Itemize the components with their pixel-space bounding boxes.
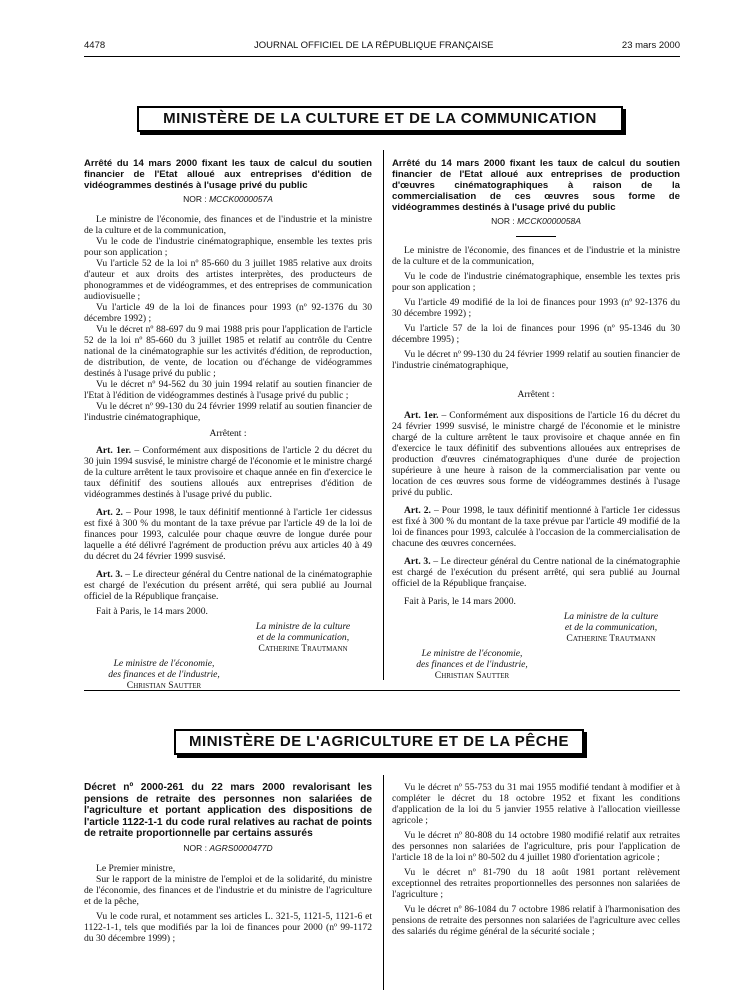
signatory-name: Catherine Trautmann	[258, 643, 348, 654]
article-3: Art. 3. – Le directeur général du Centre national de la cinématographie est chargé de l'exécution du présent arrêté, qui sera publié au Journal officiel de la République française.	[84, 569, 372, 602]
signatory-name: Christian Sautter	[126, 680, 202, 691]
visa: Vu le décret nº 81-790 du 18 août 1981 portant relèvement exceptionnel des retraites proportionnelles des personnes non salariées de l'agriculture ;	[392, 867, 680, 900]
arrete-57a	[84, 158, 372, 691]
visa: Vu l'article 49 de la loi de finances pour 1993 (nº 92-1376 du 30 décembre 1992) ;	[84, 302, 372, 324]
preamble: Le Premier ministre,	[96, 862, 176, 874]
section-rule	[84, 690, 680, 691]
article-label: Art. 2.	[404, 505, 431, 516]
article-2: Art. 2. – Pour 1998, le taux définitif mentionné à l'article 1er cidessus est fixé à 300 % du montant de la taxe prévue par l'article 49 de la loi de finances pour 1993, calculée pour chaque œuvre de longue durée pour laquelle a été délivré l'agrément de production prévu aux articles 40 à 49 du décret du 24 février 1999 susvisé.	[84, 507, 373, 562]
ministry-agriculture-heading: MINISTÈRE DE L'AGRICULTURE ET DE LA PÊCHE	[174, 729, 584, 755]
issue-date: 23 mars 2000	[621, 40, 680, 51]
journal-title: JOURNAL OFFICIEL DE LA RÉPUBLIQUE FRANÇAISE	[254, 40, 494, 51]
nor-reference	[84, 194, 372, 205]
signature-economie: Le ministre de l'économie, des finances et de l'industrie, Christian Sautter	[392, 648, 552, 681]
nor-label: NOR :	[183, 842, 207, 853]
column-divider	[383, 150, 384, 680]
visa: Vu l'article 52 de la loi nº 85-660 du 3 juillet 1985 relative aux droits d'auteur et aux droits des artistes interprètes, des producteurs de phonogrammes et de vidéogrammes, et des entreprises de communication audiovisuelle ;	[84, 258, 372, 302]
signature-economie: Le ministre de l'économie, des finances et de l'industrie, Christian Sautter	[84, 658, 244, 691]
visa: Vu le décret nº 88-697 du 9 mai 1988 pris pour l'application de l'article 52 de la loi nº 85-660 du 3 juillet 1985 et relatif au contrôle du Centre national de la cinématographie sur les activités d'édition, de reproduction, de distribution, de vente, de location ou d'échange de vidéogrammes destinés à l'usage privé du public ;	[84, 324, 372, 379]
running-header	[84, 40, 680, 54]
article-1: Art. 1er. – Conformément aux dispositions de l'article 16 du décret du 24 février 1999 susvisé, le ministre chargé de l'économie et le ministre chargé de la culture arrêtent le taux provisoire et chaque année en fin d'exercice le taux définitif des subventions allouées aux entreprises de production d'œuvres cinématographiques d'une durée de projection supérieure à une heure à raison de la commercialisation par vente ou location de ces œuvres sous forme de vidéogrammes destinés à l'usage privé du public.	[392, 410, 680, 498]
nor-reference	[392, 216, 680, 227]
decret-2000-261	[84, 782, 372, 944]
preamble: Le ministre de l'économie, des finances et de l'industrie et la ministre de la culture et de la communication,	[392, 245, 680, 267]
decret-visas-continued	[392, 782, 680, 937]
arrete-title: Arrêté du 14 mars 2000 fixant les taux de calcul du soutien financier de l'Etat alloué aux entreprises d'édition de vidéogrammes destinés à l'usage privé du public	[84, 158, 372, 191]
visa: Vu le décret nº 99-130 du 24 février 1999 relatif au soutien financier de l'industrie cinématographique,	[392, 349, 680, 371]
title-separator	[516, 236, 556, 237]
column-divider	[383, 775, 384, 990]
visa: Vu le décret nº 55-753 du 31 mai 1955 modifié tendant à modifier et à compléter le décret du 18 octobre 1952 et fixant les conditions d'application de la loi du 5 janvier 1955 relative à l'allocation vieillesse agricole ;	[392, 782, 680, 826]
article-label: Art. 2.	[96, 507, 123, 518]
decret-title: Décret nº 2000-261 du 22 mars 2000 revalorisant les pensions de retraite des personnes non salariées de l'agriculture et portant application des dispositions de l'article 1122-1-1 du code rural relatives au rachat de points de retraite proportionnelle par certains assurés	[84, 782, 372, 839]
nor-code: MCCK0000058A	[517, 216, 581, 226]
nor-label: NOR :	[183, 194, 207, 204]
signatory-name: Catherine Trautmann	[566, 633, 656, 644]
ministry-culture-heading: MINISTÈRE DE LA CULTURE ET DE LA COMMUNICATION	[137, 106, 623, 132]
visa: Vu le code rural, et notamment ses articles L. 321-5, 1121-5, 1121-6 et 1122-1-1, tels que modifiés par la loi de finances pour 2000 (nº 99-1172 du 30 décembre 1999) ;	[84, 910, 372, 944]
article-label: Art. 3.	[96, 569, 123, 580]
page-number: 4478	[84, 40, 106, 51]
visa: Vu le code de l'industrie cinématographique, ensemble les textes pris pour son application ;	[392, 271, 680, 293]
nor-code: AGRS0000477D	[209, 842, 273, 853]
arrete-58a	[392, 158, 680, 681]
article-label: Art. 1er.	[96, 445, 131, 456]
nor-code: MCCK0000057A	[209, 194, 273, 204]
visa: Vu l'article 49 modifié de la loi de finances pour 1993 (nº 92-1376 du 30 décembre 1992) ;	[392, 297, 680, 319]
arretent: Arrêtent :	[517, 389, 555, 400]
signatory-name: Christian Sautter	[434, 670, 510, 681]
arretent: Arrêtent :	[209, 428, 247, 439]
signature-culture: La ministre de la culture et de la communication, Catherine Trautmann	[542, 611, 680, 644]
visa: Vu le décret nº 99-130 du 24 février 1999 relatif au soutien financier de l'industrie cinématographique,	[84, 401, 372, 423]
visa: Vu le décret nº 80-808 du 14 octobre 1980 modifié relatif aux retraites des personnes non salariées de l'agriculture, pris pour l'application de l'article 18 de la loi nº 80-502 du 4 juillet 1980 d'orientation agricole ;	[392, 830, 680, 863]
nor-label: NOR :	[491, 216, 515, 226]
signature-date: Fait à Paris, le 14 mars 2000.	[404, 596, 516, 607]
nor-reference	[84, 843, 372, 854]
visa: Vu le décret nº 86-1084 du 7 octobre 1986 relatif à l'harmonisation des pensions de retraite des personnes non salariées de l'agriculture avec celles des salariés du régime général de la sécurité sociale ;	[392, 904, 680, 937]
arrete-title: Arrêté du 14 mars 2000 fixant les taux de calcul du soutien financier de l'Etat alloué aux entreprises de production d'œuvres cinématographiques à raison de la commercialisation de ces œuvres sous forme de vidéogrammes destinés à l'usage privé du public	[392, 158, 680, 213]
visa: Sur le rapport de la ministre de l'emploi et de la solidarité, du ministre de l'économie, des finances et de l'industrie et du ministre de l'agriculture et de la pêche,	[84, 873, 372, 907]
visa: Vu l'article 57 de la loi de finances pour 1996 (nº 95-1346 du 30 décembre 1995) ;	[392, 323, 680, 345]
signature-culture: La ministre de la culture et de la communication, Catherine Trautmann	[234, 621, 372, 654]
visa: Vu le décret nº 94-562 du 30 juin 1994 relatif au soutien financier de l'Etat à l'édition de vidéogrammes destinés à l'usage privé du public ;	[84, 379, 372, 401]
preamble: Le ministre de l'économie, des finances et de l'industrie et la ministre de la culture et de la communication,	[84, 214, 372, 236]
article-3: Art. 3. – Le directeur général du Centre national de la cinématographie est chargé de l'exécution du présent arrêté, qui sera publié au Journal officiel de la République française.	[392, 556, 680, 589]
signature-date: Fait à Paris, le 14 mars 2000.	[96, 606, 208, 617]
article-2: Art. 2. – Pour 1998, le taux définitif mentionné à l'article 1er cidessus est fixé à 300 % du montant de la taxe prévue par l'article 49 modifié de la loi de finances pour 1993, calculée à l'occasion de la commercialisation de chacune des œuvres concernées.	[392, 505, 681, 549]
article-label: Art. 3.	[404, 556, 431, 567]
header-rule	[84, 56, 680, 57]
article-1: Art. 1er. – Conformément aux dispositions de l'article 2 du décret du 30 juin 1994 susvisé, le ministre chargé de l'économie et le ministre chargé de la culture arrêtent le taux provisoire et chaque année en fin d'exercice le taux définitif des soutiens alloués aux entreprises d'édition de vidéogrammes destinés à l'usage privé du public.	[84, 445, 372, 500]
visa: Vu le code de l'industrie cinématographique, ensemble les textes pris pour son application ;	[84, 236, 372, 258]
article-label: Art. 1er.	[404, 410, 439, 421]
